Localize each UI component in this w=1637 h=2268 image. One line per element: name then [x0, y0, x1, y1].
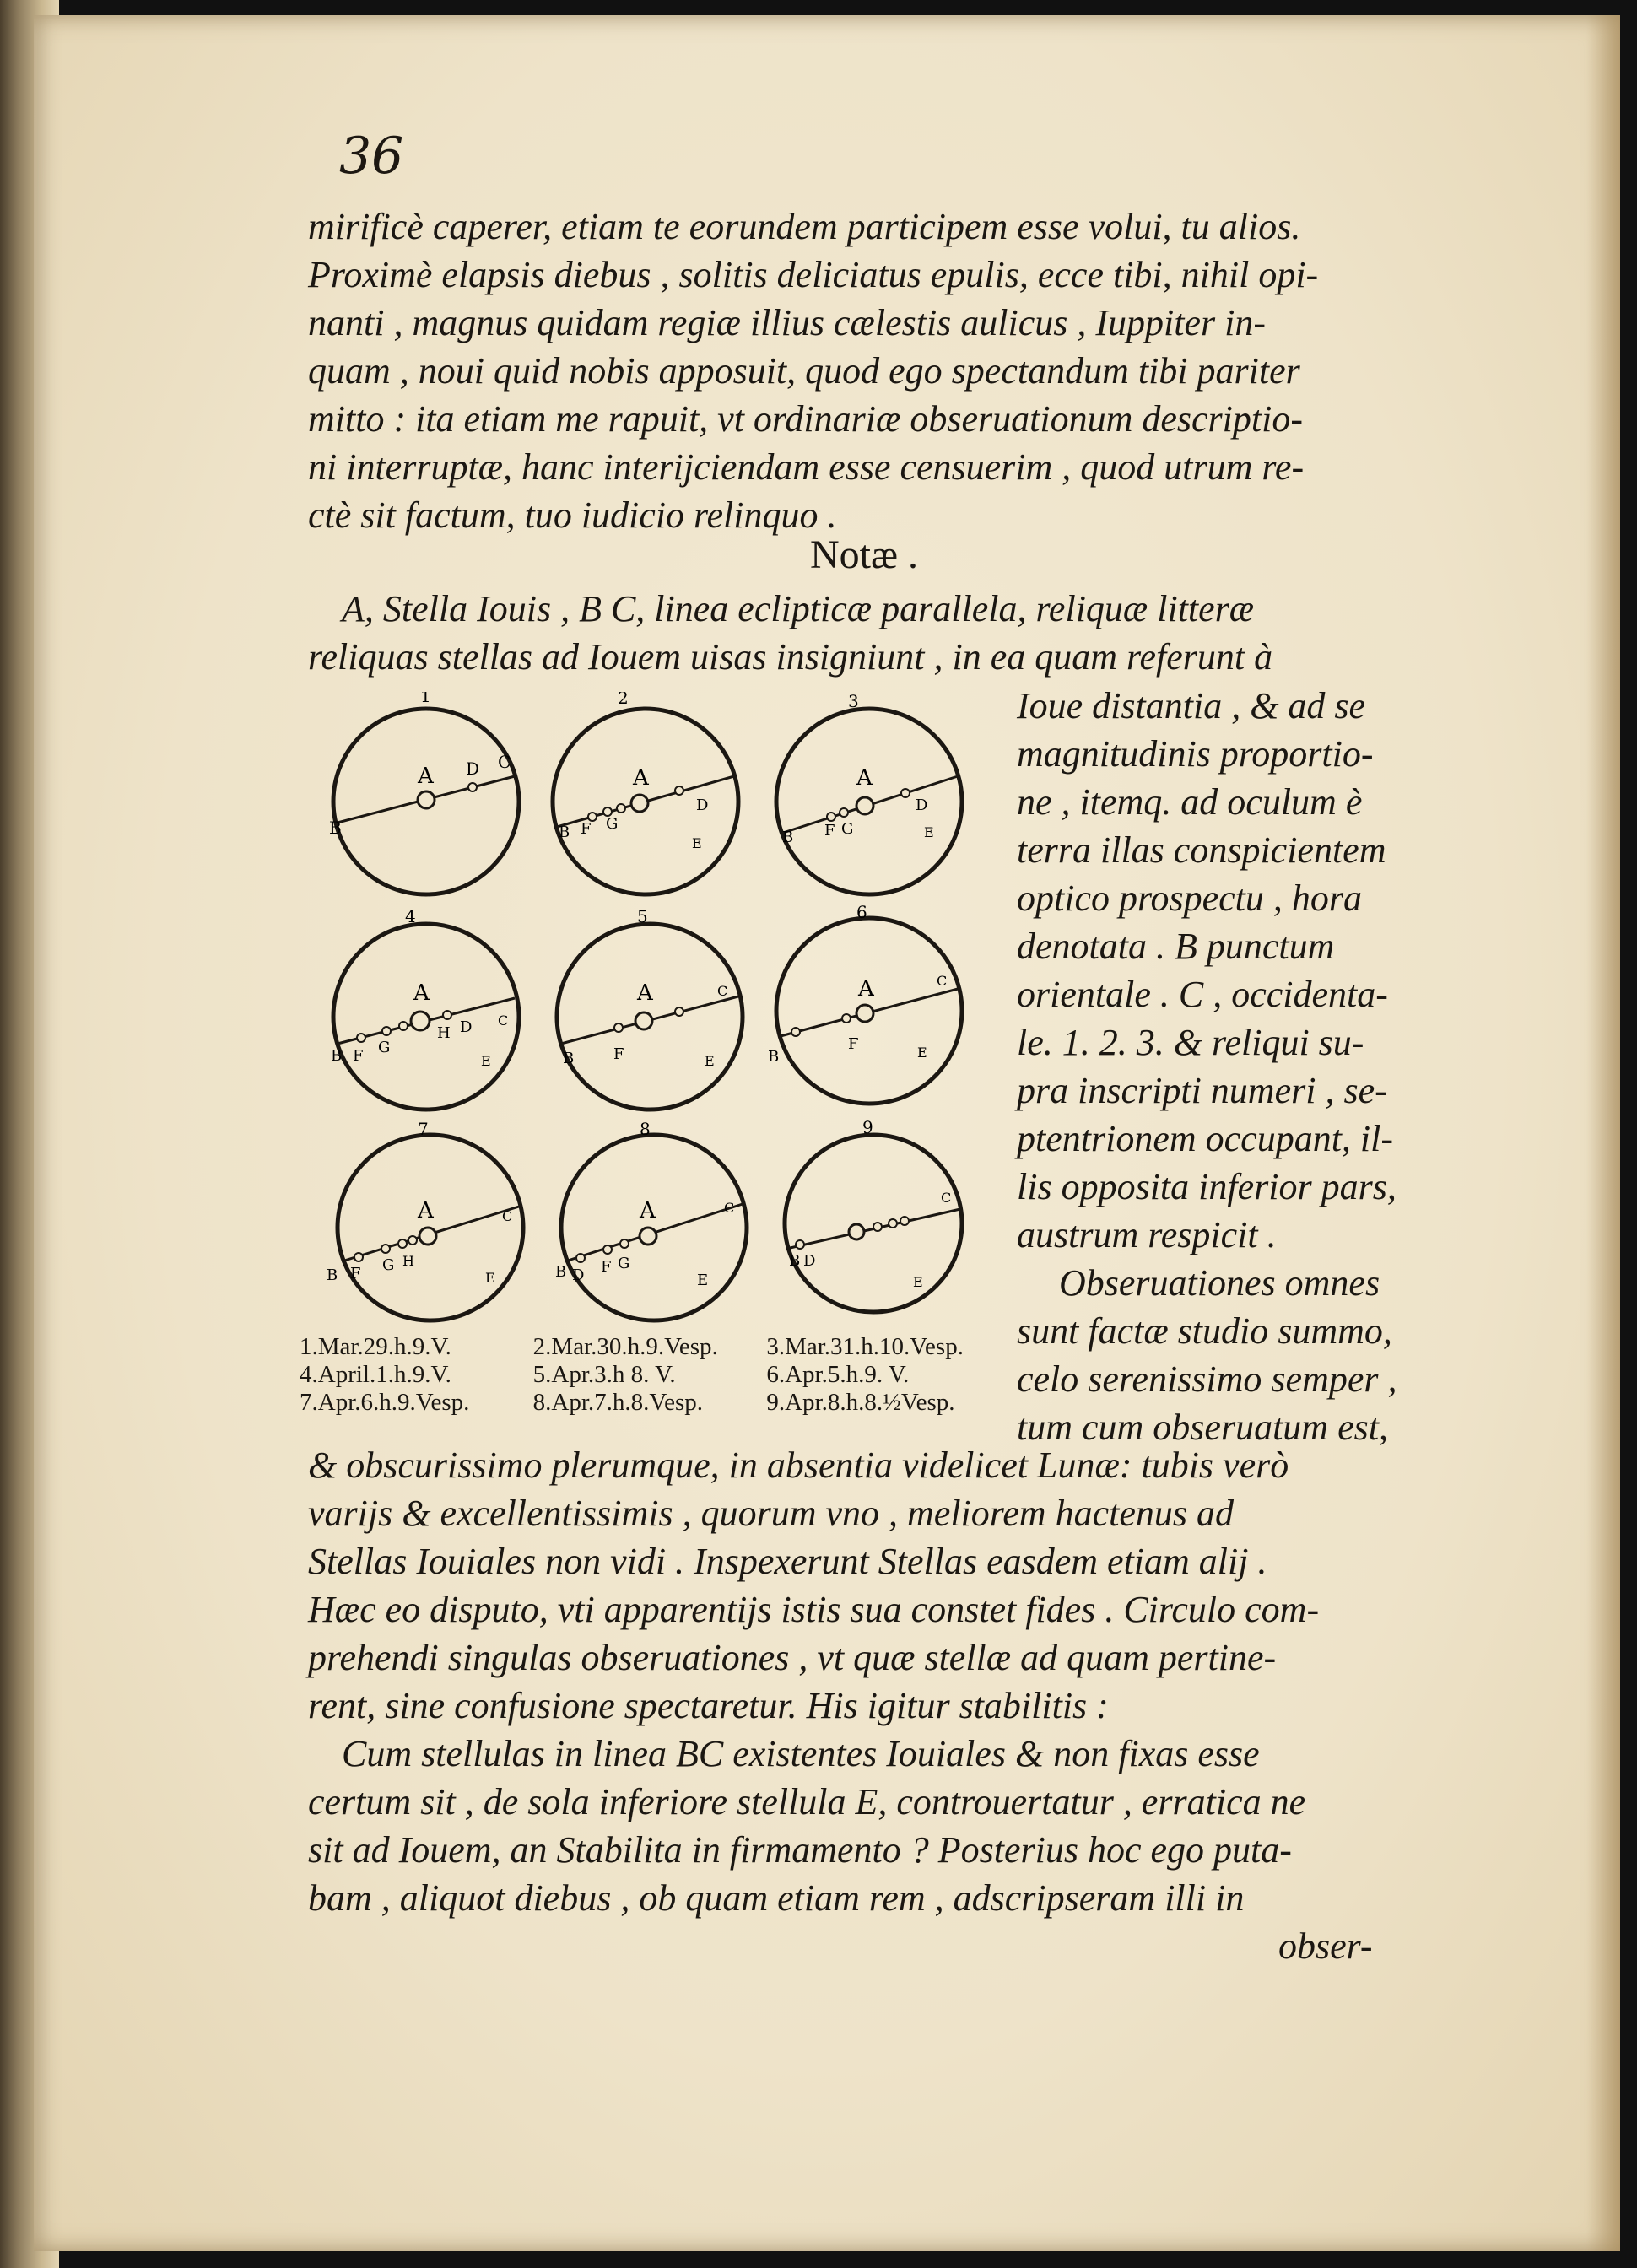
- label-b: B: [327, 1266, 338, 1284]
- moon-mark: [840, 808, 848, 817]
- text-line: A, Stella Iouis , B C, linea eclipticæ parallela, reliquæ litteræ: [342, 588, 1255, 629]
- label-g: G: [382, 1256, 395, 1274]
- jupiter-mark: [631, 795, 648, 812]
- text-line: Obseruationes omnes: [1059, 1262, 1380, 1304]
- jupiter-mark: [856, 1005, 873, 1022]
- observation-diagram: [540, 692, 751, 903]
- label-b: B: [331, 1047, 343, 1065]
- label-g: G: [618, 1255, 630, 1272]
- moon-mark: [900, 1217, 909, 1225]
- label-a: A: [637, 980, 653, 1006]
- jupiter-mark: [640, 1228, 656, 1245]
- label-d: D: [460, 1018, 473, 1036]
- label-g: G: [841, 820, 854, 838]
- label-a: A: [418, 1198, 434, 1223]
- diagram-number: 9: [862, 1118, 873, 1137]
- label-f: F: [613, 1045, 624, 1063]
- diagram-circle: [785, 1135, 962, 1312]
- moon-mark: [901, 789, 910, 797]
- text-line: Ioue distantia , & ad se: [1017, 685, 1366, 726]
- label-e: E: [705, 1053, 715, 1069]
- text-line: ni interruptæ, hanc interijciendam esse censuerim , quod utrum re-: [308, 446, 1305, 488]
- label-c: C: [717, 983, 728, 999]
- text-line: varijs & excellentissimis , quorum vno , meliorem hactenus ad: [308, 1493, 1234, 1534]
- jupiter-mark: [635, 1012, 652, 1029]
- text-line: denotata . B punctum: [1017, 926, 1335, 967]
- text-line: Cum stellulas in linea BC existentes Iouiales & non fixas esse: [342, 1733, 1260, 1774]
- label-c: C: [498, 752, 511, 772]
- notes-intro: [308, 585, 1439, 681]
- text-line: quam , noui quid nobis apposuit, quod ego spectandum tibi pariter: [308, 350, 1300, 392]
- text-line: nanti , magnus quidam regiæ illius cælestis aulicus , Iuppiter in-: [308, 302, 1267, 343]
- caption: 9.Apr.8.h.8.½Vesp.: [766, 1389, 955, 1416]
- label-e: E: [485, 1270, 495, 1286]
- jupiter-mark: [856, 797, 873, 814]
- page-number: 36: [339, 127, 404, 186]
- observation-diagram: [325, 1118, 536, 1329]
- observation-diagram: [548, 1118, 759, 1329]
- label-a: A: [640, 1198, 656, 1223]
- jupiter-mark: [418, 791, 435, 808]
- jupiter-observation-diagrams: [321, 692, 996, 1350]
- label-a: A: [633, 765, 649, 791]
- caption: 1.Mar.29.h.9.V.: [300, 1333, 451, 1360]
- paragraph-bottom: [308, 1441, 1439, 1970]
- observation-dates: [300, 1333, 1000, 1417]
- catchword: obser-: [1278, 1925, 1373, 1967]
- label-g: G: [378, 1039, 391, 1056]
- section-heading: Notæ .: [810, 532, 919, 577]
- diagram-number: 6: [856, 902, 867, 922]
- text-line: prehendi singulas obseruationes , vt quæ stellæ ad quam pertine-: [308, 1637, 1277, 1678]
- observation-diagram: [764, 901, 975, 1112]
- label-f: F: [848, 1035, 859, 1053]
- moon-mark: [576, 1254, 585, 1262]
- diagram-number: 3: [848, 692, 859, 711]
- label-e: E: [924, 824, 934, 840]
- diagram-number: 8: [640, 1119, 651, 1139]
- moon-mark: [398, 1239, 407, 1248]
- label-d: D: [696, 796, 709, 814]
- label-e: E: [481, 1053, 491, 1069]
- text-line: lis opposita inferior pars,: [1017, 1166, 1397, 1207]
- label-b: B: [789, 1252, 801, 1270]
- caption: 2.Mar.30.h.9.Vesp.: [532, 1333, 718, 1360]
- text-line: pra inscripti numeri , se-: [1017, 1070, 1387, 1111]
- caption: 6.Apr.5.h.9. V.: [766, 1361, 910, 1388]
- label-e: E: [913, 1274, 923, 1290]
- text-line: mirificè caperer, etiam te eorundem participem esse volui, tu alios.: [308, 206, 1301, 247]
- moon-mark: [354, 1253, 363, 1261]
- moon-mark: [382, 1027, 391, 1035]
- text-line: magnitudinis proportio-: [1017, 733, 1374, 775]
- text-line: Stellas Iouiales non vidi . Inspexerunt Stellas easdem etiam alij .: [308, 1541, 1267, 1582]
- moon-mark: [796, 1240, 804, 1249]
- diagram-number: 1: [420, 692, 431, 706]
- text-line: sit ad Iouem, an Stabilita in firmamento ? Posterius hoc ego puta-: [308, 1829, 1292, 1871]
- label-f: F: [353, 1047, 364, 1065]
- label-b: B: [555, 1263, 567, 1281]
- diagram-number: 5: [637, 907, 648, 926]
- label-a: A: [856, 765, 873, 791]
- text-line: celo serenissimo semper ,: [1017, 1358, 1397, 1400]
- paragraph-top: [308, 202, 1439, 539]
- jupiter-mark: [849, 1224, 864, 1239]
- label-f: F: [601, 1258, 612, 1276]
- text-line: rent, sine confusione spectaretur. His igitur stabilitis :: [308, 1685, 1109, 1726]
- moon-mark: [873, 1223, 882, 1231]
- label-b: B: [329, 818, 342, 838]
- diagram-number: 2: [618, 692, 629, 708]
- moon-mark: [357, 1034, 365, 1042]
- label-f: F: [350, 1265, 361, 1282]
- text-line: ne , itemq. ad oculum è: [1017, 781, 1363, 823]
- text-line: Hæc eo disputo, vti apparentijs istis sua constet fides . Circulo com-: [308, 1589, 1320, 1630]
- text-line: sunt factæ studio summo,: [1017, 1310, 1392, 1352]
- moon-mark: [675, 1007, 683, 1016]
- moon-mark: [842, 1014, 851, 1023]
- label-b: B: [559, 824, 570, 841]
- label-a: A: [418, 764, 434, 789]
- observation-diagram: [321, 692, 532, 903]
- moon-mark: [791, 1028, 800, 1036]
- label-a: A: [858, 976, 874, 1002]
- moon-mark: [889, 1219, 897, 1228]
- label-d: D: [572, 1266, 585, 1284]
- label-c: C: [724, 1200, 735, 1216]
- label-c: C: [937, 973, 948, 989]
- observation-diagram: [768, 1118, 979, 1329]
- text-line: bam , aliquot diebus , ob quam etiam rem , adscripseram illi in: [308, 1877, 1245, 1919]
- caption: 4.April.1.h.9.V.: [300, 1361, 451, 1388]
- text-line: le. 1. 2. 3. & reliqui su-: [1017, 1022, 1364, 1063]
- label-e: E: [917, 1045, 927, 1061]
- text-line: & obscurissimo plerumque, in absentia videlicet Lunæ: tubis verò: [308, 1444, 1289, 1486]
- moon-mark: [614, 1023, 623, 1032]
- label-g: G: [606, 815, 619, 833]
- observation-diagram: [764, 692, 975, 903]
- text-line: optico prospectu , hora: [1017, 878, 1362, 919]
- label-a: A: [413, 980, 430, 1006]
- moon-mark: [620, 1239, 629, 1248]
- label-h: H: [437, 1024, 451, 1042]
- caption: 5.Apr.3.h 8. V.: [532, 1361, 676, 1388]
- caption: 3.Mar.31.h.10.Vesp.: [766, 1333, 964, 1360]
- text-line: austrum respicit .: [1017, 1214, 1277, 1256]
- diagram-circle: [561, 1135, 747, 1320]
- text-line: orientale . C , occidenta-: [1017, 974, 1388, 1015]
- moon-mark: [617, 804, 625, 813]
- label-b: B: [768, 1048, 780, 1066]
- notes-side-column: [1017, 682, 1456, 1451]
- label-c: C: [502, 1208, 513, 1224]
- jupiter-mark: [419, 1228, 436, 1245]
- label-b: B: [782, 829, 794, 846]
- moon-mark: [443, 1011, 451, 1019]
- page-edge-shadow: [1586, 15, 1620, 2251]
- text-line: mitto : ita etiam me rapuit, vt ordinariæ obseruationum descriptio-: [308, 398, 1303, 440]
- caption: 7.Apr.6.h.9.Vesp.: [300, 1389, 470, 1416]
- observation-diagram: [544, 907, 755, 1118]
- diagram-number: 7: [418, 1119, 429, 1139]
- label-f: F: [824, 822, 835, 840]
- label-f: F: [581, 820, 592, 838]
- text-line: tum cum obseruatum est,: [1017, 1407, 1388, 1448]
- text-line: reliquas stellas ad Iouem uisas insigniunt , in ea quam referunt à: [308, 636, 1273, 678]
- text-line: ctè sit factum, tuo iudicio relinquo .: [308, 494, 837, 536]
- moon-mark: [827, 813, 835, 821]
- text-line: ptentrionem occupant, il-: [1017, 1118, 1394, 1159]
- label-e: E: [692, 835, 702, 851]
- caption: 8.Apr.7.h.8.Vesp.: [532, 1389, 704, 1416]
- label-c: C: [941, 1190, 952, 1206]
- caption-row: [300, 1389, 1000, 1417]
- label-e: E: [697, 1272, 709, 1289]
- moon-mark: [603, 1245, 612, 1254]
- jupiter-mark: [411, 1012, 430, 1030]
- label-c: C: [498, 1012, 509, 1029]
- label-d: D: [916, 796, 928, 814]
- caption-row: [300, 1361, 1000, 1389]
- moon-mark: [381, 1245, 390, 1253]
- label-h: H: [402, 1253, 414, 1269]
- moon-mark: [675, 786, 683, 795]
- moon-mark: [408, 1236, 417, 1245]
- label-d: D: [466, 759, 480, 779]
- text-line: certum sit , de sola inferiore stellula E, controuertatur , erratica ne: [308, 1781, 1306, 1822]
- label-d: D: [803, 1252, 816, 1270]
- diagram-number: 4: [405, 907, 416, 926]
- text-line: terra illas conspicientem: [1017, 829, 1386, 871]
- observation-diagram: [321, 907, 532, 1118]
- text-line: Proximè elapsis diebus , solitis deliciatus epulis, ecce tibi, nihil opi-: [308, 254, 1319, 295]
- moon-mark: [468, 783, 477, 791]
- moon-mark: [399, 1022, 408, 1030]
- label-b: B: [563, 1050, 575, 1067]
- caption-row: [300, 1333, 1000, 1361]
